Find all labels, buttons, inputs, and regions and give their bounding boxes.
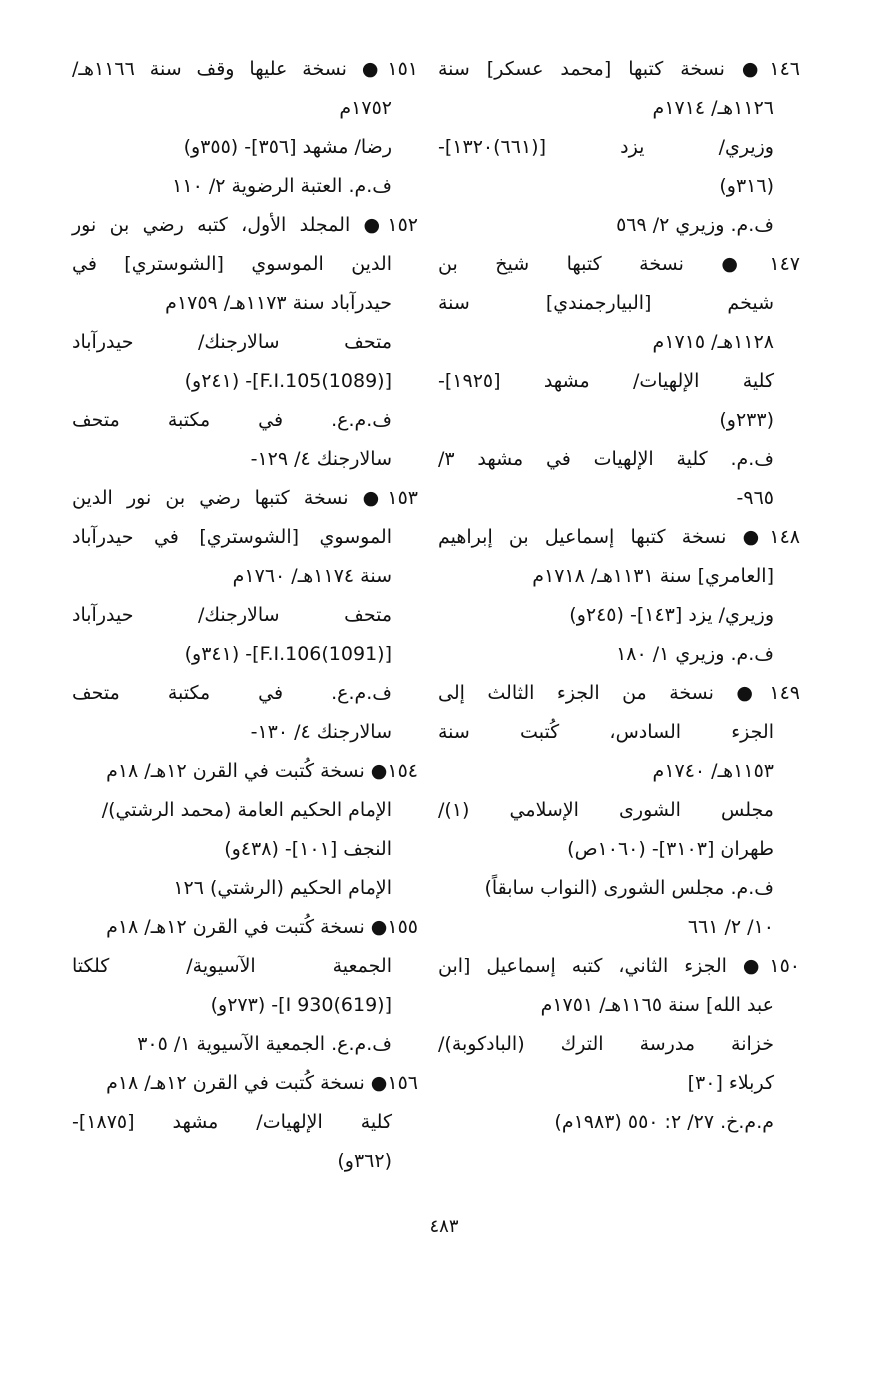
entry-detail-line: ١١٢٦هـ/ ١٧١٤م	[652, 97, 774, 119]
page-number: ٤٨٣	[429, 1216, 459, 1237]
entry-detail-line: [F.I.105(1089)]- (٢٤١و)	[184, 370, 392, 392]
entry-detail-line: ف.م. العتبة الرضوية ٢/ ١١٠	[172, 175, 392, 197]
entry-detail-line: ١٠/ ٢/ ٦٦١	[687, 916, 774, 938]
entry-detail-line: وزيري/ يزد [١٤٣]- (٢٤٥و)	[569, 604, 774, 626]
entry-detail-line: ف.م.ع. في مكتبة متحف	[72, 409, 392, 431]
entry-detail-line: خزانة مدرسة الترك (البادكوبة)/	[438, 1033, 774, 1055]
entry-detail-line: الجزء السادس، كُتبت سنة	[438, 721, 774, 743]
entry-detail-line: الجمعية الآسيوية/ كلكتا	[72, 955, 392, 977]
left-column	[72, 50, 418, 1181]
entry-detail-line: ف.م.ع. الجمعية الآسيوية ١/ ٣٠٥	[137, 1033, 392, 1055]
entry-detail-line: ف.م. مجلس الشورى (النواب سابقاً)	[484, 877, 774, 899]
entry-heading-line: ١٥٥● نسخة كُتبت في القرن ١٢هـ/ ١٨م	[106, 916, 418, 938]
entry-detail-line: حيدرآباد سنة ١١٧٣هـ/ ١٧٥٩م	[165, 292, 392, 314]
entry-detail-line: عبد الله] سنة ١١٦٥هـ/ ١٧٥١م	[540, 994, 774, 1016]
entry-detail-line: [العامري] سنة ١١٣١هـ/ ١٧١٨م	[532, 565, 774, 587]
entry-detail-line: متحف سالارجنك/ حيدرآباد	[72, 331, 392, 353]
entry-detail-line: ف.م. وزيري ١/ ١٨٠	[616, 643, 774, 665]
entry-heading-line: ١٥٣● نسخة كتبها رضي بن نور الدين	[72, 487, 418, 509]
entry-detail-line: كلية الإلهيات/ مشهد [١٨٧٥]-	[72, 1111, 392, 1133]
entry-detail-line: متحف سالارجنك/ حيدرآباد	[72, 604, 392, 626]
entry-detail-line: (٣١٦و)	[719, 175, 774, 197]
entry-detail-line: [I 930(619)]- (٢٧٣و)	[210, 994, 392, 1016]
entry-detail-line: سالارجنك ٤/ ١٣٠-	[250, 721, 392, 743]
entry-detail-line: ف.م.ع. في مكتبة متحف	[72, 682, 392, 704]
entry-detail-line: رضا/ مشهد [٣٥٦]- (٣٥٥و)	[183, 136, 392, 158]
entry-heading-line: ١٥١● نسخة عليها وقف سنة ١١٦٦هـ/	[72, 58, 418, 80]
entry-heading-line: ١٥٤● نسخة كُتبت في القرن ١٢هـ/ ١٨م	[106, 760, 418, 782]
entry-detail-line: ف.م. وزيري ٢/ ٥٦٩	[616, 214, 774, 236]
entry-detail-line: طهران [٣١٠٣]- (١٠٦٠ص)	[567, 838, 774, 860]
entry-heading-line: ١٤٩● نسخة من الجزء الثالث إلى	[438, 682, 800, 704]
entry-detail-line: ١١٥٣هـ/ ١٧٤٠م	[652, 760, 774, 782]
entry-detail-line: مجلس الشورى الإسلامي (١)/	[438, 799, 774, 821]
entry-detail-line: الدين الموسوي [الشوستري] في	[72, 253, 392, 275]
entry-detail-line: كربلاء [٣٠]	[687, 1072, 774, 1094]
entry-detail-line: سنة ١١٧٤هـ/ ١٧٦٠م	[232, 565, 392, 587]
entry-heading-line: ١٤٧● نسخة كتبها شيخ بن	[438, 253, 800, 275]
entry-detail-line: ١١٢٨هـ/ ١٧١٥م	[652, 331, 774, 353]
entry-detail-line: وزيري/ يزد [(٦٦١)١٣٢٠]-	[438, 136, 774, 158]
entry-detail-line: م.م.خ. ٢٧/ ٢: ٥٥٠ (١٩٨٣م)	[554, 1111, 774, 1133]
entry-detail-line: ٩٦٥-	[736, 487, 774, 509]
entry-detail-line: كلية الإلهيات/ مشهد [١٩٢٥]-	[438, 370, 774, 392]
entry-detail-line: (٣٦٢و)	[337, 1150, 392, 1172]
entry-detail-line: الموسوي [الشوستري] في حيدرآباد	[72, 526, 392, 548]
entry-heading-line: ١٥٠● الجزء الثاني، كتبه إسماعيل [ابن	[438, 955, 800, 977]
entry-detail-line: شيخم [البيارجمندي] سنة	[438, 292, 774, 314]
entry-detail-line: سالارجنك ٤/ ١٢٩-	[250, 448, 392, 470]
entry-detail-line: ١٧٥٢م	[339, 97, 392, 119]
entry-detail-line: الإمام الحكيم العامة (محمد الرشتي)/	[101, 799, 392, 821]
entry-heading-line: ١٤٦● نسخة كتبها [محمد عسكر] سنة	[438, 58, 800, 80]
entry-detail-line: (٢٣٣و)	[719, 409, 774, 431]
entry-detail-line: الإمام الحكيم (الرشتي) ١٢٦	[173, 877, 392, 899]
right-column	[438, 50, 800, 1142]
entry-detail-line: [F.I.106(1091)]- (٣٤١و)	[184, 643, 392, 665]
entry-detail-line: النجف [١٠١]- (٤٣٨و)	[224, 838, 392, 860]
entry-heading-line: ١٤٨● نسخة كتبها إسماعيل بن إبراهيم	[438, 526, 800, 548]
entry-heading-line: ١٥٦● نسخة كُتبت في القرن ١٢هـ/ ١٨م	[106, 1072, 418, 1094]
entry-detail-line: ف.م. كلية الإلهيات في مشهد ٣/	[438, 448, 774, 470]
entry-heading-line: ١٥٢● المجلد الأول، كتبه رضي بن نور	[72, 214, 418, 236]
